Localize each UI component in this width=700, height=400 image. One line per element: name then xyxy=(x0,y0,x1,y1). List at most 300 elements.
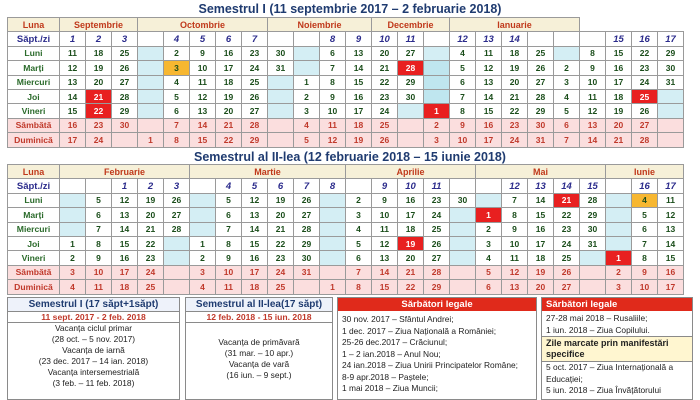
week-number xyxy=(606,179,632,193)
day-cell: 29 xyxy=(242,133,268,147)
day-cell: 27 xyxy=(528,75,554,89)
day-cell: 23 xyxy=(242,46,268,60)
day-cell: 12 xyxy=(242,193,268,207)
day-cell: 5 xyxy=(450,61,476,75)
month-name: Noiembrie xyxy=(268,18,372,32)
day-cell xyxy=(424,61,450,75)
day-cell: 16 xyxy=(398,193,424,207)
day-cell: 30 xyxy=(112,118,138,132)
day-cell: 27 xyxy=(398,46,424,60)
day-cell xyxy=(294,280,320,294)
day-label: Vineri xyxy=(8,251,60,265)
day-cell: 23 xyxy=(268,251,294,265)
day-row xyxy=(8,133,684,147)
day-cell: 22 xyxy=(502,104,528,118)
day-cell: 21 xyxy=(372,61,398,75)
day-cell: 18 xyxy=(398,222,424,236)
day-cell: 26 xyxy=(112,61,138,75)
day-cell: 30 xyxy=(658,61,684,75)
day-cell: 13 xyxy=(502,280,528,294)
day-cell: 30 xyxy=(528,118,554,132)
day-cell: 28 xyxy=(528,89,554,103)
day-cell: 20 xyxy=(138,208,164,222)
day-cell: 15 xyxy=(190,133,216,147)
day-cell: 14 xyxy=(658,236,684,250)
day-cell: 15 xyxy=(112,236,138,250)
day-cell: 10 xyxy=(86,265,112,279)
day-cell: 6 xyxy=(86,208,112,222)
week-number: 1 xyxy=(112,179,138,193)
day-cell: 26 xyxy=(554,265,580,279)
week-number xyxy=(138,32,164,46)
day-cell xyxy=(138,61,164,75)
month-name: Ianuarie xyxy=(450,18,580,32)
day-cell: 9 xyxy=(86,251,112,265)
day-cell: 2 xyxy=(476,222,502,236)
week-number xyxy=(346,179,372,193)
day-cell: 16 xyxy=(528,222,554,236)
week-number: 15 xyxy=(606,32,632,46)
semester2-summary-dates: 12 feb. 2018 - 15 iun. 2018 xyxy=(206,312,312,322)
legal-holidays-box-2 xyxy=(541,297,693,400)
day-cell: 30 xyxy=(294,251,320,265)
holiday-line: 30 nov. 2017 – Sfântul Andrei; xyxy=(342,314,454,324)
day-cell: 22 xyxy=(372,75,398,89)
semester2-title: Semestrul al II-lea (12 februarie 2018 – 15 iunie 2018) xyxy=(194,150,506,164)
day-cell: 15 xyxy=(242,236,268,250)
day-cell: 18 xyxy=(528,251,554,265)
day-cell: 20 xyxy=(606,118,632,132)
day-row xyxy=(8,265,684,279)
day-cell xyxy=(268,75,294,89)
day-cell: 11 xyxy=(190,75,216,89)
semester2-vacations xyxy=(186,322,332,381)
day-cell: 8 xyxy=(320,75,346,89)
day-cell: 8 xyxy=(346,280,372,294)
day-row xyxy=(8,89,684,103)
day-cell: 2 xyxy=(294,89,320,103)
day-cell xyxy=(138,75,164,89)
day-cell: 8 xyxy=(86,236,112,250)
holiday-line: 27-28 mai 2018 – Rusaliile; xyxy=(546,313,648,323)
day-cell: 3 xyxy=(424,133,450,147)
day-cell: 7 xyxy=(450,89,476,103)
day-cell xyxy=(112,133,138,147)
day-cell xyxy=(294,46,320,60)
week-number: 16 xyxy=(632,32,658,46)
week-number xyxy=(450,179,476,193)
day-cell xyxy=(164,251,190,265)
day-row xyxy=(8,61,684,75)
day-cell: 14 xyxy=(476,89,502,103)
day-cell xyxy=(450,280,476,294)
holiday-line: 1 dec. 2017 – Ziua Națională a României; xyxy=(342,325,497,336)
day-cell: 14 xyxy=(580,133,606,147)
day-cell: 18 xyxy=(216,75,242,89)
day-cell: 23 xyxy=(372,89,398,103)
week-number xyxy=(424,32,450,46)
day-cell: 10 xyxy=(450,133,476,147)
day-cell: 3 xyxy=(60,265,86,279)
day-cell: 31 xyxy=(528,133,554,147)
day-cell: 30 xyxy=(268,46,294,60)
day-cell: 3 xyxy=(346,208,372,222)
week-number xyxy=(554,32,580,46)
luna-label: Luna xyxy=(8,165,60,179)
day-cell: 9 xyxy=(190,46,216,60)
day-cell xyxy=(658,104,684,118)
day-cell: 4 xyxy=(476,251,502,265)
day-cell: 11 xyxy=(476,46,502,60)
day-cell: 23 xyxy=(554,222,580,236)
day-cell: 3 xyxy=(554,75,580,89)
day-cell xyxy=(320,265,346,279)
day-cell xyxy=(606,222,632,236)
day-label: Luni xyxy=(8,46,60,60)
day-label: Duminică xyxy=(8,280,60,294)
day-cell: 12 xyxy=(190,89,216,103)
special-day-line: 5 oct. 2017 – Ziua Internațională a Educației; xyxy=(546,362,674,384)
day-cell: 12 xyxy=(476,61,502,75)
week-number xyxy=(268,32,294,46)
day-cell: 10 xyxy=(580,75,606,89)
month-name: Mai xyxy=(476,165,606,179)
day-cell: 14 xyxy=(372,265,398,279)
week-number xyxy=(294,32,320,46)
week-number: 16 xyxy=(632,179,658,193)
legal-holidays-list xyxy=(338,311,536,395)
day-cell: 6 xyxy=(216,208,242,222)
week-number: 12 xyxy=(450,32,476,46)
day-cell xyxy=(424,46,450,60)
day-label: Sâmbătă xyxy=(8,118,60,132)
day-cell xyxy=(60,208,86,222)
day-cell: 31 xyxy=(658,75,684,89)
day-label: Vineri xyxy=(8,104,60,118)
day-cell: 27 xyxy=(242,104,268,118)
day-cell: 24 xyxy=(632,75,658,89)
day-cell: 11 xyxy=(320,118,346,132)
holiday-line: 25-26 dec.2017 – Crăciunul; xyxy=(342,337,448,347)
day-row xyxy=(8,208,684,222)
day-cell: 16 xyxy=(658,265,684,279)
day-cell xyxy=(606,236,632,250)
week-number: 9 xyxy=(372,179,398,193)
week-number xyxy=(528,32,554,46)
week-row xyxy=(8,32,684,46)
day-cell: 9 xyxy=(372,193,398,207)
day-cell: 26 xyxy=(294,193,320,207)
day-cell: 5 xyxy=(554,104,580,118)
day-cell xyxy=(320,251,346,265)
day-cell: 25 xyxy=(424,222,450,236)
day-cell: 1 xyxy=(320,280,346,294)
day-cell: 7 xyxy=(164,118,190,132)
legal-holidays-title-2: Sărbători legale xyxy=(542,298,692,311)
day-cell: 23 xyxy=(86,118,112,132)
day-cell: 4 xyxy=(60,280,86,294)
day-cell: 7 xyxy=(320,61,346,75)
day-cell: 17 xyxy=(476,133,502,147)
week-number: 3 xyxy=(112,32,138,46)
day-cell: 19 xyxy=(138,193,164,207)
day-cell: 1 xyxy=(138,133,164,147)
day-cell: 29 xyxy=(424,280,450,294)
semester2-table xyxy=(7,164,684,295)
day-cell: 10 xyxy=(632,280,658,294)
day-cell: 18 xyxy=(346,118,372,132)
day-cell: 21 xyxy=(502,89,528,103)
day-cell: 23 xyxy=(138,251,164,265)
day-cell: 13 xyxy=(242,208,268,222)
day-cell: 13 xyxy=(658,222,684,236)
week-number: 9 xyxy=(346,32,372,46)
day-cell xyxy=(268,104,294,118)
day-cell: 25 xyxy=(554,251,580,265)
day-cell: 11 xyxy=(86,280,112,294)
day-label: Duminică xyxy=(8,133,60,147)
day-cell: 30 xyxy=(398,89,424,103)
day-row xyxy=(8,75,684,89)
day-cell: 6 xyxy=(320,46,346,60)
day-cell: 6 xyxy=(450,75,476,89)
vacation-line: Vacanța intersemestrială xyxy=(47,367,140,377)
day-cell: 15 xyxy=(658,251,684,265)
day-cell xyxy=(554,46,580,60)
day-cell: 20 xyxy=(372,46,398,60)
day-row xyxy=(8,222,684,236)
vacation-line: Vacanța de iarnă xyxy=(62,345,125,355)
day-cell: 23 xyxy=(632,61,658,75)
day-cell: 30 xyxy=(580,222,606,236)
day-cell: 3 xyxy=(476,236,502,250)
day-cell xyxy=(606,193,632,207)
day-cell: 6 xyxy=(632,222,658,236)
day-cell: 1 xyxy=(60,236,86,250)
day-cell: 19 xyxy=(86,61,112,75)
day-cell xyxy=(476,193,502,207)
day-cell: 28 xyxy=(424,265,450,279)
day-cell xyxy=(658,89,684,103)
day-cell: 15 xyxy=(606,46,632,60)
day-cell: 13 xyxy=(580,118,606,132)
day-cell xyxy=(320,222,346,236)
day-cell: 22 xyxy=(554,208,580,222)
holiday-line: 24 ian.2018 – Ziua Unirii Principatelor Române; xyxy=(342,360,518,370)
day-cell: 27 xyxy=(294,208,320,222)
day-row xyxy=(8,193,684,207)
day-cell: 7 xyxy=(632,236,658,250)
week-number xyxy=(476,179,502,193)
day-cell: 3 xyxy=(190,265,216,279)
day-cell: 18 xyxy=(502,46,528,60)
day-cell: 18 xyxy=(242,280,268,294)
holiday-line: 1 mai 2018 – Ziua Muncii; xyxy=(342,383,438,393)
day-cell: 7 xyxy=(554,133,580,147)
day-cell: 11 xyxy=(658,193,684,207)
month-name: Septembrie xyxy=(60,18,138,32)
day-cell: 29 xyxy=(580,208,606,222)
day-cell: 14 xyxy=(60,89,86,103)
week-number: 4 xyxy=(164,32,190,46)
day-cell: 26 xyxy=(424,236,450,250)
day-cell: 1 xyxy=(606,251,632,265)
month-header-row xyxy=(8,165,684,179)
week-number: 13 xyxy=(528,179,554,193)
day-cell xyxy=(320,193,346,207)
day-cell: 19 xyxy=(398,236,424,250)
day-label: Marți xyxy=(8,208,60,222)
day-cell xyxy=(268,133,294,147)
day-cell: 1 xyxy=(190,236,216,250)
day-cell: 5 xyxy=(476,265,502,279)
semester1-vacations xyxy=(8,322,179,389)
day-cell: 13 xyxy=(372,251,398,265)
vacation-line: (31 mar. – 10 apr.) xyxy=(224,348,294,358)
day-cell: 4 xyxy=(632,193,658,207)
day-cell: 8 xyxy=(502,208,528,222)
day-cell: 1 xyxy=(294,75,320,89)
day-cell xyxy=(424,89,450,103)
day-cell: 11 xyxy=(216,280,242,294)
day-cell xyxy=(164,265,190,279)
day-cell: 24 xyxy=(502,133,528,147)
day-cell xyxy=(450,222,476,236)
day-cell: 4 xyxy=(164,75,190,89)
vacation-line: (3 feb. – 11 feb. 2018) xyxy=(52,378,135,388)
day-cell: 28 xyxy=(164,222,190,236)
day-cell: 10 xyxy=(190,61,216,75)
day-cell xyxy=(450,208,476,222)
day-cell: 24 xyxy=(554,236,580,250)
day-cell: 16 xyxy=(216,46,242,60)
day-cell: 10 xyxy=(502,236,528,250)
day-cell: 2 xyxy=(424,118,450,132)
day-cell: 29 xyxy=(528,104,554,118)
vacation-line: (23 dec. 2017 – 14 ian. 2018) xyxy=(38,356,149,366)
day-row xyxy=(8,46,684,60)
day-cell: 22 xyxy=(138,236,164,250)
day-cell: 29 xyxy=(294,236,320,250)
day-cell: 4 xyxy=(346,222,372,236)
day-cell: 17 xyxy=(242,265,268,279)
day-cell xyxy=(294,61,320,75)
week-number: 7 xyxy=(294,179,320,193)
day-cell: 12 xyxy=(60,61,86,75)
day-cell: 18 xyxy=(112,280,138,294)
day-cell: 24 xyxy=(372,104,398,118)
day-cell xyxy=(320,236,346,250)
day-cell: 27 xyxy=(632,118,658,132)
week-number: 12 xyxy=(502,179,528,193)
day-label: Sâmbătă xyxy=(8,265,60,279)
week-number: 6 xyxy=(216,32,242,46)
week-number: 8 xyxy=(320,32,346,46)
day-cell xyxy=(450,251,476,265)
day-cell: 26 xyxy=(372,133,398,147)
day-cell xyxy=(580,265,606,279)
day-cell: 8 xyxy=(580,46,606,60)
week-number: 4 xyxy=(216,179,242,193)
day-cell xyxy=(398,118,424,132)
day-label: Miercuri xyxy=(8,222,60,236)
holiday-line: 1 iun. 2018 – Ziua Copilului. xyxy=(546,324,650,335)
day-label: Joi xyxy=(8,89,60,103)
day-cell: 17 xyxy=(606,75,632,89)
day-cell: 12 xyxy=(502,265,528,279)
week-number: 5 xyxy=(242,179,268,193)
day-cell: 17 xyxy=(216,61,242,75)
week-number: 14 xyxy=(554,179,580,193)
day-cell: 16 xyxy=(60,118,86,132)
day-cell: 22 xyxy=(216,133,242,147)
day-cell: 25 xyxy=(242,75,268,89)
day-cell xyxy=(658,133,684,147)
day-cell: 22 xyxy=(632,46,658,60)
day-cell: 10 xyxy=(372,208,398,222)
day-cell: 17 xyxy=(346,104,372,118)
day-cell: 4 xyxy=(554,89,580,103)
day-cell: 3 xyxy=(294,104,320,118)
week-number: 17 xyxy=(658,179,684,193)
day-cell: 25 xyxy=(528,46,554,60)
day-cell: 3 xyxy=(164,61,190,75)
day-cell: 30 xyxy=(450,193,476,207)
day-cell: 5 xyxy=(632,208,658,222)
day-cell: 21 xyxy=(138,222,164,236)
luna-label: Luna xyxy=(8,18,60,32)
day-cell: 13 xyxy=(190,104,216,118)
legal-holidays-title: Sărbători legale xyxy=(338,298,536,311)
day-cell: 8 xyxy=(164,133,190,147)
day-cell: 4 xyxy=(294,118,320,132)
week-number xyxy=(580,32,606,46)
day-cell: 10 xyxy=(216,265,242,279)
day-cell: 24 xyxy=(138,265,164,279)
day-cell: 5 xyxy=(164,89,190,103)
vacation-line: Vacanța de vară xyxy=(228,359,290,369)
legal-holidays-box xyxy=(337,297,537,400)
day-cell: 12 xyxy=(320,133,346,147)
day-cell: 13 xyxy=(60,75,86,89)
semester1-title: Semestrul I (11 septembrie 2017 – 2 februarie 2018) xyxy=(198,2,502,16)
day-cell: 2 xyxy=(554,61,580,75)
day-cell: 4 xyxy=(450,46,476,60)
day-cell: 28 xyxy=(632,133,658,147)
day-cell: 25 xyxy=(138,280,164,294)
day-cell: 6 xyxy=(164,104,190,118)
day-row xyxy=(8,118,684,132)
day-cell: 4 xyxy=(190,280,216,294)
day-cell: 27 xyxy=(112,75,138,89)
day-cell: 21 xyxy=(554,193,580,207)
day-cell: 16 xyxy=(112,251,138,265)
day-cell: 6 xyxy=(346,251,372,265)
day-cell: 26 xyxy=(242,89,268,103)
day-cell: 17 xyxy=(398,208,424,222)
week-number: 14 xyxy=(502,32,528,46)
week-number: 10 xyxy=(372,32,398,46)
day-cell xyxy=(658,118,684,132)
day-cell: 24 xyxy=(86,133,112,147)
day-cell: 8 xyxy=(216,236,242,250)
special-day-line: 5 iun. 2018 – Ziua Învățătorului xyxy=(546,385,662,395)
week-number: 2 xyxy=(86,32,112,46)
day-cell: 25 xyxy=(372,118,398,132)
day-cell xyxy=(190,222,216,236)
day-cell: 15 xyxy=(528,208,554,222)
day-cell: 19 xyxy=(606,104,632,118)
